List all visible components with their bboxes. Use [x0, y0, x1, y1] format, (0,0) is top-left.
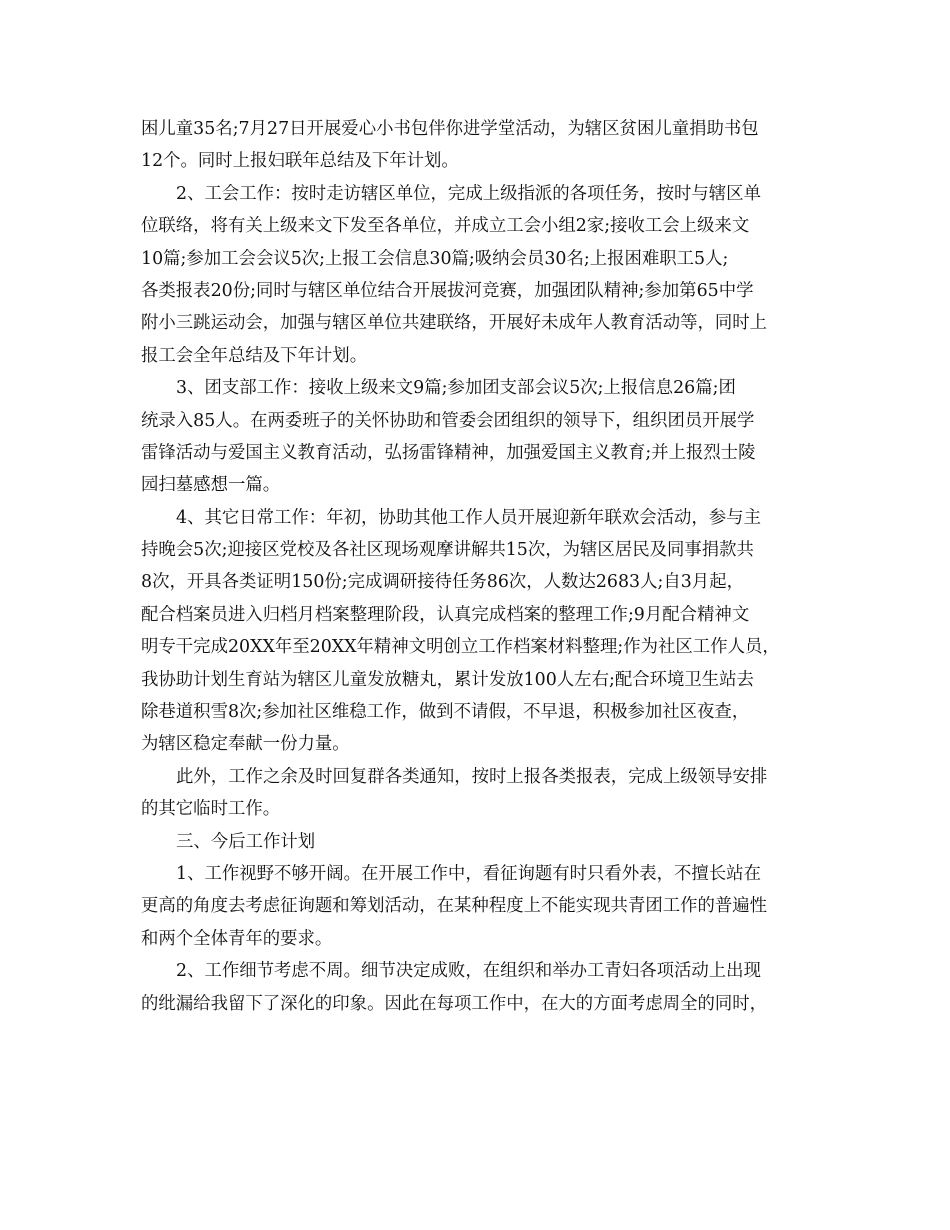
document-body	[141, 113, 821, 1020]
text-line: 附小三跳运动会，加强与辖区单位共建联络，开展好未成年人教育活动等，同时上	[141, 313, 768, 334]
text-line: 雷锋活动与爱国主义教育活动，弘扬雷锋精神，加强爱国主义教育;并上报烈士陵	[141, 442, 756, 463]
text-line: 持晚会5次;迎接区党校及各社区现场观摩讲解共15次，为辖区居民及同事捐款共	[141, 540, 754, 561]
text-line: 为辖区稳定奉献一份力量。	[141, 734, 350, 755]
text-line: 统录入85人。在两委班子的关怀协助和管委会团组织的领导下，组织团员开展学	[141, 410, 755, 431]
text-line: 4、其它日常工作：年初，协助其他工作人员开展迎新年联欢会活动，参与主	[176, 507, 761, 528]
text-line: 困儿童35名;7月27日开展爱心小书包伴你进学堂活动，为辖区贫困儿童捐助书包	[141, 119, 759, 139]
text-line: 10篇;参加工会会议5次;上报工会信息30篇;吸纳会员30名;上报困难职工5人;	[141, 248, 729, 269]
text-line: 12个。同时上报妇联年总结及下年计划。	[141, 151, 459, 172]
text-line: 2、工作细节考虑不周。细节决定成败，在组织和举办工青妇各项活动上出现	[176, 961, 761, 982]
text-line: 报工会全年总结及下年计划。	[141, 345, 368, 366]
text-line: 更高的角度去考虑征询题和筹划活动，在某种程度上不能实现共青团工作的普遍性	[141, 896, 768, 917]
text-line: 的其它临时工作。	[141, 799, 281, 820]
text-line: 园扫墓感想一篇。	[141, 475, 281, 496]
text-line: 2、工会工作：按时走访辖区单位，完成上级指派的各项任务，按时与辖区单	[176, 183, 761, 204]
text-line: 8次，开具各类证明150份;完成调研接待任务86次，人数达2683人;自3月起，	[141, 572, 744, 593]
text-line: 配合档案员进入归档月档案整理阶段，认真完成档案的整理工作;9月配合精神文	[141, 604, 750, 625]
text-line: 除巷道积雪8次;参加社区维稳工作，做到不请假，不早退，积极参加社区夜查，	[141, 702, 750, 723]
text-line: 的纰漏给我留下了深化的印象。因此在每项工作中，在大的方面考虑周全的同时，	[141, 993, 768, 1014]
text-line: 位联络，将有关上级来文下发至各单位，并成立工会小组2家;接收工会上级来文	[141, 216, 750, 237]
text-line: 我协助计划生育站为辖区儿童发放糖丸，累计发放100人左右;配合环境卫生站去	[141, 669, 754, 690]
text-line: 此外，工作之余及时回复群各类通知，按时上报各类报表，完成上级领导安排	[176, 766, 768, 787]
section-heading: 三、今后工作计划	[176, 831, 316, 852]
text-line: 3、团支部工作：接收上级来文9篇;参加团支部会议5次;上报信息26篇;团	[176, 378, 736, 399]
text-line: 1、工作视野不够开阔。在开展工作中，看征询题有时只看外表，不擅长站在	[176, 863, 761, 884]
text-line: 明专干完成20XX年至20XX年精神文明创立工作档案材料整理;作为社区工作人员，	[141, 637, 780, 658]
text-line: 和两个全体青年的要求。	[141, 928, 333, 949]
text-line: 各类报表20份;同时与辖区单位结合开展拔河竞赛，加强团队精神;参加第65中学	[141, 280, 754, 301]
